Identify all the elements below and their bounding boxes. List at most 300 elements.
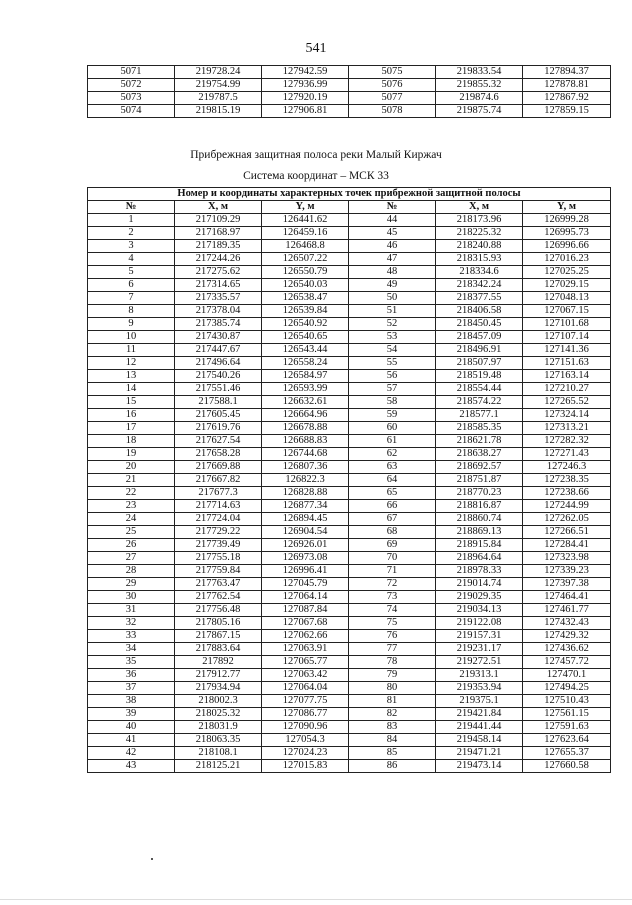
coordinates-table <box>87 187 611 773</box>
table-cell: 126550.79 <box>262 266 349 279</box>
table-cell: 217755.18 <box>175 552 262 565</box>
table-cell: 126539.84 <box>262 305 349 318</box>
table-cell: 219815.19 <box>175 105 262 118</box>
table-cell: 127561.15 <box>523 708 611 721</box>
table-cell: 127660.58 <box>523 760 611 773</box>
table-cell: 217551.46 <box>175 383 262 396</box>
table-cell: 5 <box>88 266 175 279</box>
table-cell: 218751.87 <box>436 474 523 487</box>
table-cell: 5075 <box>349 66 436 79</box>
table-cell: 217883.64 <box>175 643 262 656</box>
table-cell: 219471.21 <box>436 747 523 760</box>
table-cell: 49 <box>349 279 436 292</box>
table-row <box>88 526 611 539</box>
coordinates-table-body <box>88 214 611 773</box>
table-cell: 219458.14 <box>436 734 523 747</box>
table-cell: 9 <box>88 318 175 331</box>
table-header-row <box>88 201 611 214</box>
table-cell: 44 <box>349 214 436 227</box>
table-cell: 127623.64 <box>523 734 611 747</box>
table-row <box>88 448 611 461</box>
table-cell: 54 <box>349 344 436 357</box>
table-cell: 126995.73 <box>523 227 611 240</box>
table-cell: 217762.54 <box>175 591 262 604</box>
table-row <box>88 253 611 266</box>
table-cell: 126459.16 <box>262 227 349 240</box>
table-cell: 218860.74 <box>436 513 523 526</box>
table-cell: 19 <box>88 448 175 461</box>
table-cell: 38 <box>88 695 175 708</box>
table-cell: 217168.97 <box>175 227 262 240</box>
table-cell: 217588.1 <box>175 396 262 409</box>
table-row <box>88 383 611 396</box>
table-cell: 86 <box>349 760 436 773</box>
table-cell: 17 <box>88 422 175 435</box>
table-cell: 127591.63 <box>523 721 611 734</box>
table-cell: 219874.6 <box>436 92 523 105</box>
table-cell: 217619.76 <box>175 422 262 435</box>
table-cell: 217605.45 <box>175 409 262 422</box>
table-row <box>88 500 611 513</box>
table-cell: 127016.23 <box>523 253 611 266</box>
table-cell: 219473.14 <box>436 760 523 773</box>
table-caption-row <box>88 188 611 201</box>
table-cell: 127282.32 <box>523 435 611 448</box>
table-row <box>88 474 611 487</box>
table-cell: 126926.01 <box>262 539 349 552</box>
table-cell: 126678.88 <box>262 422 349 435</box>
table-cell: 126558.24 <box>262 357 349 370</box>
table-cell: 219441.44 <box>436 721 523 734</box>
table-row <box>88 292 611 305</box>
table-cell: 218577.1 <box>436 409 523 422</box>
table-cell: 39 <box>88 708 175 721</box>
table-cell: 217763.47 <box>175 578 262 591</box>
table-cell: 217714.63 <box>175 500 262 513</box>
table-cell: 20 <box>88 461 175 474</box>
table-cell: 74 <box>349 604 436 617</box>
table-cell: 1 <box>88 214 175 227</box>
table-cell: 84 <box>349 734 436 747</box>
table-cell: 127906.81 <box>262 105 349 118</box>
table-cell: 5078 <box>349 105 436 118</box>
table-cell: 126828.88 <box>262 487 349 500</box>
continuation-table-body <box>88 66 611 118</box>
table-cell: 217314.65 <box>175 279 262 292</box>
table-cell: 3 <box>88 240 175 253</box>
table-cell: 219014.74 <box>436 578 523 591</box>
table-cell: 58 <box>349 396 436 409</box>
table-cell: 24 <box>88 513 175 526</box>
table-row <box>88 747 611 760</box>
table-cell: 5077 <box>349 92 436 105</box>
table-row <box>88 721 611 734</box>
table-cell: 127246.3 <box>523 461 611 474</box>
table-row <box>88 578 611 591</box>
table-cell: 75 <box>349 617 436 630</box>
table-cell: 127086.77 <box>262 708 349 721</box>
table-cell: 11 <box>88 344 175 357</box>
table-row <box>88 357 611 370</box>
table-cell: 51 <box>349 305 436 318</box>
table-cell: 126584.97 <box>262 370 349 383</box>
table-cell: 26 <box>88 539 175 552</box>
table-cell: 127920.19 <box>262 92 349 105</box>
table-cell: 126540.65 <box>262 331 349 344</box>
table-cell: 59 <box>349 409 436 422</box>
table-cell: 127029.15 <box>523 279 611 292</box>
table-cell: 127655.37 <box>523 747 611 760</box>
table-cell: 127494.25 <box>523 682 611 695</box>
table-cell: 126540.03 <box>262 279 349 292</box>
col-header-x: X, м <box>175 201 262 214</box>
table-row <box>88 695 611 708</box>
table-cell: 127101.68 <box>523 318 611 331</box>
table-row <box>88 656 611 669</box>
table-cell: 127244.99 <box>523 500 611 513</box>
table-row <box>88 513 611 526</box>
table-cell: 127087.84 <box>262 604 349 617</box>
table-cell: 218519.48 <box>436 370 523 383</box>
table-row <box>88 266 611 279</box>
table-cell: 126999.28 <box>523 214 611 227</box>
table-cell: 219875.74 <box>436 105 523 118</box>
table-cell: 217805.16 <box>175 617 262 630</box>
table-row <box>88 318 611 331</box>
col-header-number: № <box>88 201 175 214</box>
table-cell: 83 <box>349 721 436 734</box>
table-cell: 218406.58 <box>436 305 523 318</box>
table-cell: 85 <box>349 747 436 760</box>
table-cell: 127510.43 <box>523 695 611 708</box>
table-cell: 57 <box>349 383 436 396</box>
table-cell: 126973.08 <box>262 552 349 565</box>
table-cell: 47 <box>349 253 436 266</box>
table-row <box>88 79 611 92</box>
table-cell: 63 <box>349 461 436 474</box>
table-row <box>88 227 611 240</box>
table-cell: 127867.92 <box>523 92 611 105</box>
table-cell: 127284.41 <box>523 539 611 552</box>
table-cell: 67 <box>349 513 436 526</box>
table-cell: 127429.32 <box>523 630 611 643</box>
table-cell: 127063.42 <box>262 669 349 682</box>
table-cell: 73 <box>349 591 436 604</box>
table-cell: 217667.82 <box>175 474 262 487</box>
table-cell: 80 <box>349 682 436 695</box>
table-cell: 217540.26 <box>175 370 262 383</box>
table-row <box>88 435 611 448</box>
col-header-number-2: № <box>349 201 436 214</box>
table-cell: 127067.15 <box>523 305 611 318</box>
table-cell: 6 <box>88 279 175 292</box>
table-cell: 23 <box>88 500 175 513</box>
table-cell: 126894.45 <box>262 513 349 526</box>
table-cell: 127062.66 <box>262 630 349 643</box>
table-cell: 2 <box>88 227 175 240</box>
table-cell: 218554.44 <box>436 383 523 396</box>
page-number: 541 <box>305 41 327 56</box>
table-cell: 219157.31 <box>436 630 523 643</box>
table-cell: 40 <box>88 721 175 734</box>
table-cell: 45 <box>349 227 436 240</box>
table-cell: 72 <box>349 578 436 591</box>
table-cell: 127064.04 <box>262 682 349 695</box>
table-row <box>88 92 611 105</box>
table-cell: 127048.13 <box>523 292 611 305</box>
table-cell: 127077.75 <box>262 695 349 708</box>
table-cell: 217109.29 <box>175 214 262 227</box>
table-row <box>88 461 611 474</box>
table-cell: 5073 <box>88 92 175 105</box>
table-cell: 29 <box>88 578 175 591</box>
table-cell: 217430.87 <box>175 331 262 344</box>
table-cell: 127064.14 <box>262 591 349 604</box>
table-cell: 217934.94 <box>175 682 262 695</box>
table-cell: 218869.13 <box>436 526 523 539</box>
table-cell: 219421.84 <box>436 708 523 721</box>
table-row <box>88 708 611 721</box>
table-cell: 127942.59 <box>262 66 349 79</box>
table-cell: 79 <box>349 669 436 682</box>
table-cell: 217627.54 <box>175 435 262 448</box>
table-cell: 127090.96 <box>262 721 349 734</box>
table-cell: 82 <box>349 708 436 721</box>
table-cell: 127015.83 <box>262 760 349 773</box>
table-cell: 218225.32 <box>436 227 523 240</box>
table-cell: 218585.35 <box>436 422 523 435</box>
table-cell: 43 <box>88 760 175 773</box>
table-cell: 77 <box>349 643 436 656</box>
table-cell: 127067.68 <box>262 617 349 630</box>
table-cell: 127054.3 <box>262 734 349 747</box>
table-cell: 219029.35 <box>436 591 523 604</box>
table-cell: 127163.14 <box>523 370 611 383</box>
table-cell: 217244.26 <box>175 253 262 266</box>
table-cell: 219122.08 <box>436 617 523 630</box>
col-header-x-2: X, м <box>436 201 523 214</box>
table-cell: 13 <box>88 370 175 383</box>
table-cell: 217677.3 <box>175 487 262 500</box>
table-cell: 7 <box>88 292 175 305</box>
table-cell: 217912.77 <box>175 669 262 682</box>
table-cell: 218496.91 <box>436 344 523 357</box>
table-row <box>88 682 611 695</box>
table-cell: 81 <box>349 695 436 708</box>
table-cell: 127313.21 <box>523 422 611 435</box>
table-cell: 218063.35 <box>175 734 262 747</box>
table-cell: 218770.23 <box>436 487 523 500</box>
table-cell: 126688.83 <box>262 435 349 448</box>
table-cell: 217892 <box>175 656 262 669</box>
table-cell: 126468.8 <box>262 240 349 253</box>
table-cell: 126507.22 <box>262 253 349 266</box>
table-cell: 126593.99 <box>262 383 349 396</box>
table-cell: 127024.23 <box>262 747 349 760</box>
section-title: Прибрежная защитная полоса реки Малый Киржач <box>190 149 442 161</box>
table-cell: 66 <box>349 500 436 513</box>
col-header-y: Y, м <box>262 201 349 214</box>
table-cell: 33 <box>88 630 175 643</box>
table-row <box>88 370 611 383</box>
table-cell: 219728.24 <box>175 66 262 79</box>
table-cell: 126744.68 <box>262 448 349 461</box>
table-cell: 219787.5 <box>175 92 262 105</box>
table-cell: 217729.22 <box>175 526 262 539</box>
table-row <box>88 734 611 747</box>
table-cell: 127151.63 <box>523 357 611 370</box>
table-cell: 218315.93 <box>436 253 523 266</box>
table-cell: 30 <box>88 591 175 604</box>
table-row <box>88 565 611 578</box>
table-cell: 70 <box>349 552 436 565</box>
table-cell: 18 <box>88 435 175 448</box>
table-cell: 127266.51 <box>523 526 611 539</box>
table-cell: 217447.67 <box>175 344 262 357</box>
table-cell: 36 <box>88 669 175 682</box>
table-cell: 127457.72 <box>523 656 611 669</box>
table-cell: 46 <box>349 240 436 253</box>
table-cell: 218031.9 <box>175 721 262 734</box>
table-cell: 52 <box>349 318 436 331</box>
table-cell: 55 <box>349 357 436 370</box>
table-row <box>88 591 611 604</box>
table-caption: Номер и координаты характерных точек прибрежной защитной полосы <box>88 188 611 201</box>
table-cell: 60 <box>349 422 436 435</box>
table-cell: 126996.41 <box>262 565 349 578</box>
table-cell: 127107.14 <box>523 331 611 344</box>
table-cell: 127397.38 <box>523 578 611 591</box>
table-cell: 31 <box>88 604 175 617</box>
table-row <box>88 105 611 118</box>
table-cell: 71 <box>349 565 436 578</box>
table-cell: 126540.92 <box>262 318 349 331</box>
table-cell: 12 <box>88 357 175 370</box>
table-cell: 219375.1 <box>436 695 523 708</box>
table-row <box>88 344 611 357</box>
table-cell: 218002.3 <box>175 695 262 708</box>
table-cell: 61 <box>349 435 436 448</box>
table-cell: 127238.35 <box>523 474 611 487</box>
table-row <box>88 240 611 253</box>
table-cell: 127324.14 <box>523 409 611 422</box>
table-cell: 10 <box>88 331 175 344</box>
table-cell: 34 <box>88 643 175 656</box>
table-cell: 219754.99 <box>175 79 262 92</box>
table-cell: 219833.54 <box>436 66 523 79</box>
table-cell: 127323.98 <box>523 552 611 565</box>
table-cell: 127265.52 <box>523 396 611 409</box>
table-cell: 218025.32 <box>175 708 262 721</box>
table-row <box>88 331 611 344</box>
table-cell: 16 <box>88 409 175 422</box>
table-cell: 217756.48 <box>175 604 262 617</box>
table-cell: 69 <box>349 539 436 552</box>
table-cell: 5076 <box>349 79 436 92</box>
continuation-table <box>87 65 611 118</box>
scan-bottom-edge <box>0 899 632 900</box>
table-cell: 218816.87 <box>436 500 523 513</box>
table-cell: 8 <box>88 305 175 318</box>
table-cell: 218450.45 <box>436 318 523 331</box>
table-cell: 127894.37 <box>523 66 611 79</box>
table-cell: 126543.44 <box>262 344 349 357</box>
table-cell: 218964.64 <box>436 552 523 565</box>
table-row <box>88 552 611 565</box>
table-row <box>88 487 611 500</box>
table-cell: 27 <box>88 552 175 565</box>
table-row <box>88 214 611 227</box>
table-cell: 217496.64 <box>175 357 262 370</box>
table-row <box>88 422 611 435</box>
table-cell: 127339.23 <box>523 565 611 578</box>
table-cell: 218638.27 <box>436 448 523 461</box>
table-cell: 65 <box>349 487 436 500</box>
table-cell: 127470.1 <box>523 669 611 682</box>
table-cell: 127045.79 <box>262 578 349 591</box>
table-cell: 217759.84 <box>175 565 262 578</box>
table-cell: 218377.55 <box>436 292 523 305</box>
table-cell: 14 <box>88 383 175 396</box>
table-cell: 219855.32 <box>436 79 523 92</box>
table-cell: 53 <box>349 331 436 344</box>
table-cell: 218342.24 <box>436 279 523 292</box>
table-cell: 127065.77 <box>262 656 349 669</box>
table-cell: 126996.66 <box>523 240 611 253</box>
table-cell: 62 <box>349 448 436 461</box>
table-cell: 126538.47 <box>262 292 349 305</box>
table-row <box>88 760 611 773</box>
table-cell: 218173.96 <box>436 214 523 227</box>
table-cell: 5074 <box>88 105 175 118</box>
table-row <box>88 279 611 292</box>
table-cell: 127461.77 <box>523 604 611 617</box>
table-row <box>88 66 611 79</box>
table-cell: 78 <box>349 656 436 669</box>
table-cell: 217658.28 <box>175 448 262 461</box>
table-row <box>88 643 611 656</box>
table-cell: 48 <box>349 266 436 279</box>
table-cell: 127063.91 <box>262 643 349 656</box>
table-cell: 127878.81 <box>523 79 611 92</box>
table-cell: 218915.84 <box>436 539 523 552</box>
table-cell: 126904.54 <box>262 526 349 539</box>
table-cell: 218574.22 <box>436 396 523 409</box>
table-cell: 50 <box>349 292 436 305</box>
scan-speck <box>151 858 153 860</box>
table-cell: 219313.1 <box>436 669 523 682</box>
table-cell: 126632.61 <box>262 396 349 409</box>
table-cell: 25 <box>88 526 175 539</box>
table-cell: 219231.17 <box>436 643 523 656</box>
col-header-y-2: Y, м <box>523 201 611 214</box>
table-cell: 64 <box>349 474 436 487</box>
table-row <box>88 669 611 682</box>
table-cell: 127432.43 <box>523 617 611 630</box>
table-cell: 127025.25 <box>523 266 611 279</box>
table-cell: 127436.62 <box>523 643 611 656</box>
table-cell: 219272.51 <box>436 656 523 669</box>
table-cell: 42 <box>88 747 175 760</box>
table-cell: 218507.97 <box>436 357 523 370</box>
table-row <box>88 617 611 630</box>
table-cell: 76 <box>349 630 436 643</box>
table-row <box>88 630 611 643</box>
table-cell: 218125.21 <box>175 760 262 773</box>
table-cell: 28 <box>88 565 175 578</box>
table-cell: 218240.88 <box>436 240 523 253</box>
table-cell: 35 <box>88 656 175 669</box>
